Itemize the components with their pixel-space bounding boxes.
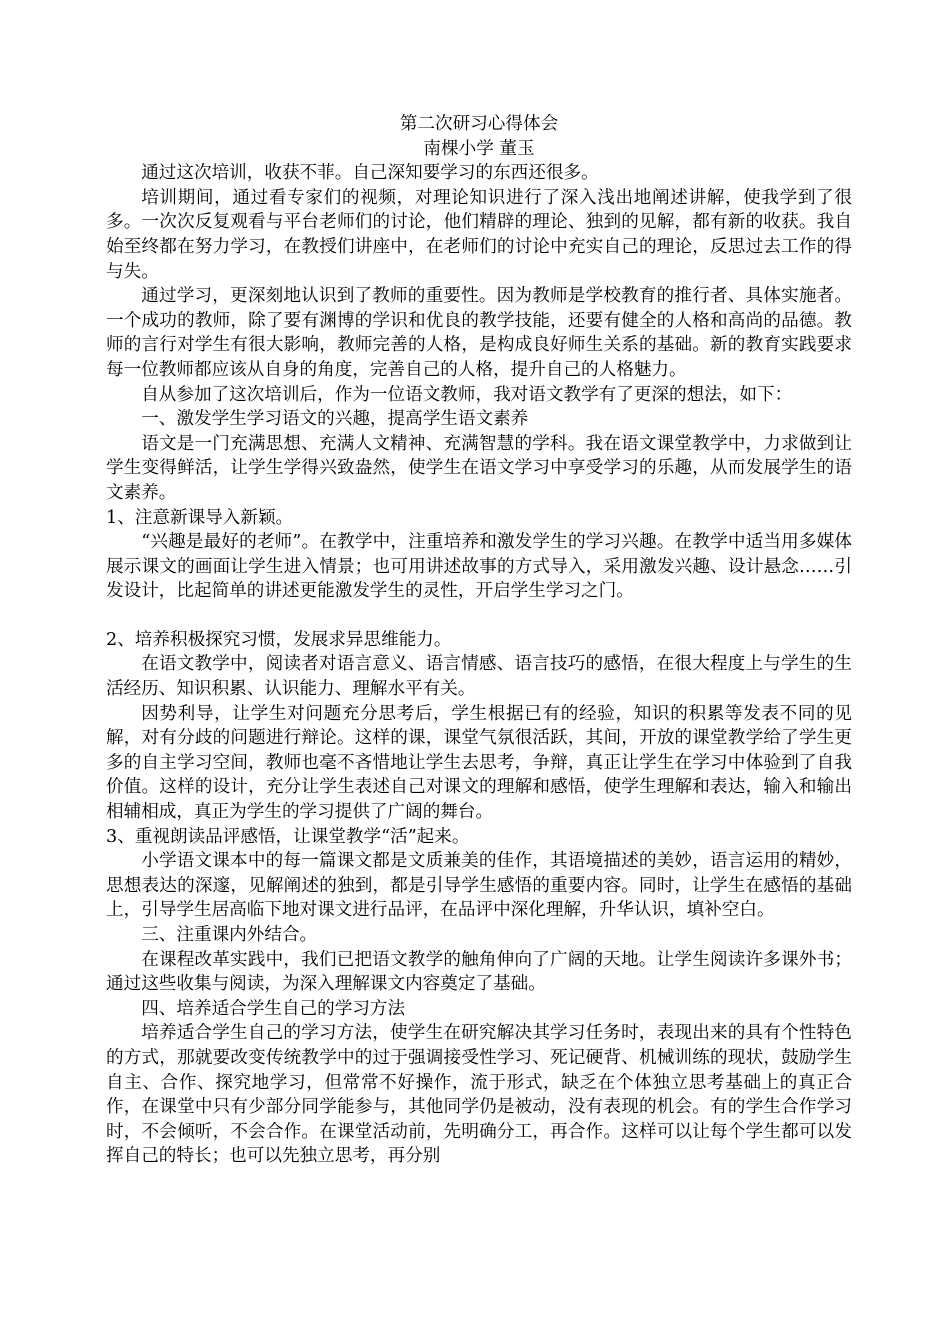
heading-1: 一、激发学生学习语文的兴趣，提高学生语文素养 <box>141 409 529 430</box>
subheading-1: 1、注意新课导入新颖。 <box>106 507 294 528</box>
document-author: 南棵小学 董玉 <box>423 138 535 159</box>
paragraph-9: 小学语文课本中的每一篇课文都是文质兼美的佳作，其语境描述的美妙，语言运用的精妙，思想表达的深邃，见解阐述的独到，都是引导学生感悟的重要内容。同时，让学生在感悟的基础上，引导学生居高临下地对课文进行品评，在品评中深化理解，升华认识，填补空白。 <box>106 851 852 921</box>
paragraph-4: 自从参加了这次培训后，作为一位语文教师，我对语文教学有了更深的想法，如下： <box>141 384 793 405</box>
paragraph-8: 因势利导，让学生对问题充分思考后，学生根据已有的经验，知识的积累等发表不同的见解，对有分歧的问题进行辩论。这样的课，课堂气氛很活跃，其间，开放的课堂教学给了学生更多的自主学习空间，教师也毫不吝惜地让学生去思考，争辩，真正让学生在学习中体验到了自我价值。这样的设计，充分让学生表述自己对课文的理解和感悟，使学生理解和表达，输入和输出相辅相成，真正为学生的学习提供了广阔的舞台。 <box>106 703 852 823</box>
document-page <box>106 112 852 1169</box>
paragraph-1: 通过这次培训，收获不菲。自己深知要学习的东西还很多。 <box>141 163 599 184</box>
paragraph-7: 在语文教学中，阅读者对语言意义、语言情感、语言技巧的感悟，在很大程度上与学生的生活经历、知识积累、认识能力、理解水平有关。 <box>106 654 852 700</box>
paragraph-5: 语文是一门充满思想、充满人文精神、充满智慧的学科。我在语文课堂教学中，力求做到让学生变得鲜活，让学生学得兴致盎然，使学生在语文学习中享受学习的乐趣，从而发展学生的语文素养。 <box>106 433 852 503</box>
heading-4: 四、培养适合学生自己的学习方法 <box>141 998 406 1019</box>
heading-3: 三、注重课内外结合。 <box>141 925 318 945</box>
paragraph-3: 通过学习，更深刻地认识到了教师的重要性。因为教师是学校教育的推行者、具体实施者。一个成功的教师，除了要有渊博的学识和优良的教学技能，还要有健全的人格和高尚的品德。教师的言行对学生有很大影响，教师完善的人格，是构成良好师生关系的基础。新的教育实践要求每一位教师都应该从自身的角度，完善自己的人格，提升自己的人格魅力。 <box>106 286 852 380</box>
paragraph-11: 培养适合学生自己的学习方法，使学生在研究解决其学习任务时，表现出来的具有个性特色的方式，那就要改变传统教学中的过于强调接受性学习、死记硬背、机械训练的现状，鼓励学生自主、合作、探究地学习，但常常不好操作，流于形式，缺乏在个体独立思考基础上的真正合作，在课堂中只有少部分同学能参与，其他同学仍是被动，没有表现的机会。有的学生合作学习时，不会倾听，不会合作。在课堂活动前，先明确分工，再合作。这样可以让每个学生都可以发挥自己的特长；也可以先独立思考，再分别 <box>106 1023 852 1167</box>
subheading-3: 3、重视朗读品评感悟，让课堂教学“活”起来。 <box>106 826 470 847</box>
subheading-2: 2、培养积极探究习惯，发展求异思维能力。 <box>106 629 452 650</box>
blank-line <box>106 604 852 628</box>
paragraph-2: 培训期间，通过看专家们的视频，对理论知识进行了深入浅出地阐述讲解，使我学到了很多。一次次反复观看与平台老师们的讨论，他们精辟的理论、独到的见解，都有新的收获。我自始至终都在努力学习，在教授们讲座中，在老师们的讨论中充实自己的理论，反思过去工作的得与失。 <box>106 187 852 282</box>
paragraph-6: “兴趣是最好的老师”。在教学中，注重培养和激发学生的学习兴趣。在教学中适当用多媒体展示课文的画面让学生进入情景；也可用讲述故事的方式导入，采用激发兴趣、设计悬念……引发设计，比起简单的讲述更能激发学生的灵性，开启学生学习之门。 <box>106 532 852 602</box>
document-title: 第二次研习心得体会 <box>399 114 559 134</box>
paragraph-10: 在课程改革实践中，我们已把语文教学的触角伸向了广阔的天地。让学生阅读许多课外书；通过这些收集与阅读，为深入理解课文内容奠定了基础。 <box>106 949 852 995</box>
